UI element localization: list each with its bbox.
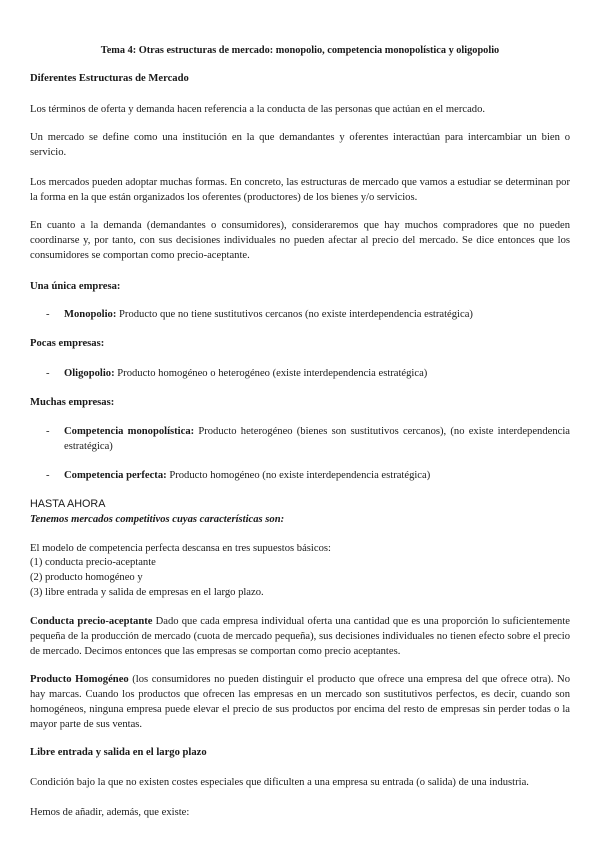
item-text xyxy=(64,468,570,483)
desc-oligopolio: Producto homogéneo o heterogéneo (existe interdependencia estratégica) xyxy=(114,368,428,379)
supuesto-2: (2) producto homogéneo y xyxy=(30,572,143,583)
hasta-ahora-label: HASTA AHORA xyxy=(30,498,106,510)
desc-competencia-perfecta: Producto homogéneo (no existe interdependencia estratégica) xyxy=(166,470,431,481)
paragraph-final: Hemos de añadir, además, que existe: xyxy=(30,807,190,818)
term-producto: Producto Homogéneo xyxy=(30,674,129,685)
paragraph-producto-homogeneo xyxy=(30,672,570,732)
document-title: Tema 4: Otras estructuras de mercado: monopolio, competencia monopolística y oligopolio xyxy=(100,45,500,56)
supuesto-1: (1) conducta precio-aceptante xyxy=(30,557,156,568)
list-item-competencia-monopolistica xyxy=(30,424,570,454)
dash-bullet: - xyxy=(46,368,50,379)
heading-libre-entrada: Libre entrada y salida en el largo plazo xyxy=(30,747,207,758)
heading-una-empresa: Una única empresa: xyxy=(30,281,121,292)
list-item-oligopolio xyxy=(30,366,570,381)
term-competencia-monopolistica: Competencia monopolística: xyxy=(64,426,195,437)
list-item-competencia-perfecta xyxy=(30,468,570,483)
item-text xyxy=(64,307,570,322)
paragraph-libre-entrada: Condición bajo la que no existen costes especiales que dificulten a una empresa su entrada (o salida) de una industria. xyxy=(30,777,529,788)
paragraph-oferta-demanda: Los términos de oferta y demanda hacen referencia a la conducta de las personas que actúan en el mercado. xyxy=(30,104,486,115)
dash-bullet: - xyxy=(46,426,50,437)
item-text xyxy=(64,366,570,381)
paragraph-formas-mercado: Los mercados pueden adoptar muchas formas. En concreto, las estructuras de mercado que vamos a estudiar se determinan por la forma en la que están organizados los oferentes (productores) de los bienes y/o servicios. xyxy=(30,177,570,203)
paragraph-supuestos-intro: El modelo de competencia perfecta descansa en tres supuestos básicos: xyxy=(30,543,331,554)
heading-pocas-empresas: Pocas empresas: xyxy=(30,338,105,349)
supuesto-3: (3) libre entrada y salida de empresas en el largo plazo. xyxy=(30,587,264,598)
paragraph-demanda: En cuanto a la demanda (demandantes o consumidores), consideraremos que hay muchos compradores que no pueden coordinarse y, por tanto, con sus decisiones individuales no pueden afectar al precio del mercado. Se dice entonces que los consumidores se comportan como precio-aceptante. xyxy=(30,220,570,261)
dash-bullet: - xyxy=(46,470,50,481)
term-oligopolio: Oligopolio: xyxy=(64,368,115,379)
dash-bullet: - xyxy=(46,309,50,320)
section-heading-estructuras: Diferentes Estructuras de Mercado xyxy=(30,73,189,84)
paragraph-mercado-definicion: Un mercado se define como una institución en la que demandantes y oferentes interactúan para intercambiar un bien o servicio. xyxy=(30,132,570,158)
list-item-monopolio xyxy=(30,307,570,322)
term-monopolio: Monopolio: xyxy=(64,309,117,320)
term-conducta: Conducta precio-aceptante xyxy=(30,616,153,627)
desc-monopolio: Producto que no tiene sustitutivos cercanos (no existe interdependencia estratégica) xyxy=(116,309,473,320)
subheading-mercados-competitivos: Tenemos mercados competitivos cuyas características son: xyxy=(30,514,285,525)
paragraph-conducta-precio-aceptante xyxy=(30,614,570,659)
item-text xyxy=(64,424,570,454)
term-competencia-perfecta: Competencia perfecta: xyxy=(64,470,167,481)
text-conducta: Dado que cada empresa individual oferta una cantidad que es una proporción lo suficientemente pequeña de la producción de mercado (cuota de mercado pequeña), sus decisiones individuales no tienen efecto sobre el precio de mercado. Decimos entonces que las empresas se comportan como precio aceptantes. xyxy=(30,616,570,657)
heading-muchas-empresas: Muchas empresas: xyxy=(30,397,115,408)
text-producto: (los consumidores no pueden distinguir el producto que ofrece una empresa del que ofrece otra). No hay marcas. Cuando los productos que ofrecen las empresas en un mercado son sustitutivos perfectos, es decir, cuando son homogéneos, ninguna empresa puede elevar el precio de sus productos por encima del resto de empresas sin perder todas o la mayor parte de sus ventas. xyxy=(30,674,571,730)
desc-competencia-monopolistica: Producto heterogéneo (bienes son sustitutivos cercanos), (no existe interdependencia estratégica) xyxy=(64,426,570,452)
